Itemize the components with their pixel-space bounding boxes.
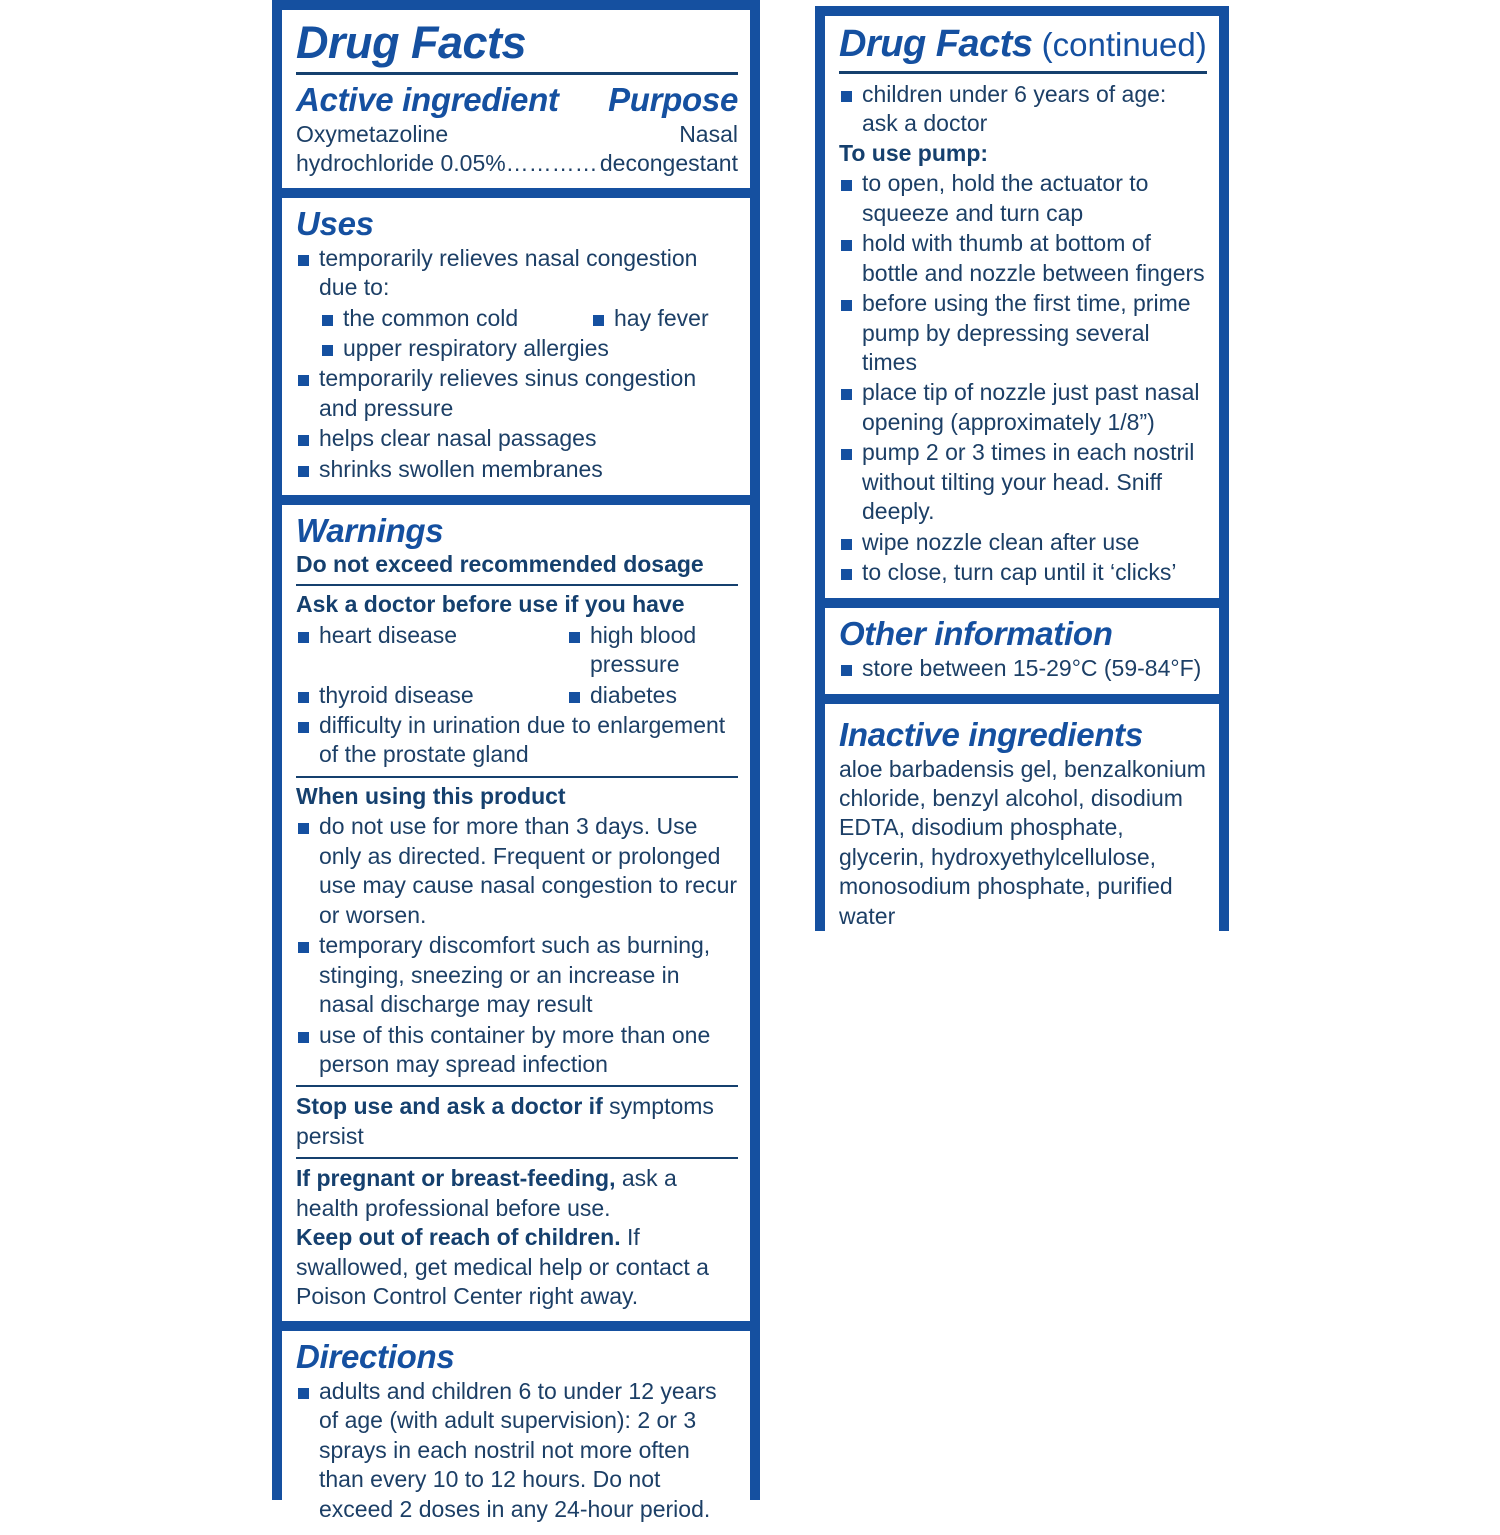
ask-doctor-col-b-2 [567, 681, 715, 710]
list-item: hold with thumb at bottom of bottle and nozzle between fingers [839, 229, 1207, 288]
active-ingredient-name-line1: Oxymetazoline [296, 120, 449, 147]
warnings-divider-1 [296, 584, 738, 586]
section-inactive-ingredients [825, 694, 1219, 941]
list-item: use of this container by more than one person may spread infection [296, 1021, 738, 1080]
list-item: helps clear nasal passages [296, 424, 738, 453]
warnings-heading: Warnings [296, 512, 444, 550]
active-ingredient-headings [296, 81, 738, 119]
title-divider-right [839, 71, 1207, 74]
ask-doctor-col-b-2-label: diabetes [590, 681, 677, 708]
page-title [296, 19, 738, 66]
bullet-icon [593, 315, 604, 326]
ask-doctor-list [296, 621, 738, 770]
section-directions [282, 1321, 750, 1534]
list-item: difficulty in urination due to enlargement of the prostate gland [296, 711, 738, 770]
purpose-heading: Purpose [608, 81, 738, 119]
bullet-icon [569, 632, 580, 643]
to-use-pump-heading: To use pump: [839, 139, 989, 166]
ask-doctor-col-a-2: thyroid disease [319, 681, 474, 708]
keep-out-bold: Keep out of reach of children. [296, 1224, 621, 1251]
uses-sublist [296, 304, 738, 364]
other-information-list [839, 654, 1207, 683]
left-panel-inner [282, 10, 750, 1522]
drug-facts-right-panel [815, 6, 1229, 931]
list-item: place tip of nozzle just past nasal opening (approximately 1/8”) [839, 378, 1207, 437]
other-information-heading: Other information [839, 615, 1113, 653]
list-item: adults and children 6 to under 12 years of age (with adult supervision): 2 or 3 sprays in each nostril not more often than every 10 to 12 hours. Do not exceed 2 doses in any 24-hour period. [296, 1377, 738, 1524]
list-item: temporary discomfort such as burning, stinging, sneezing or an increase in nasal discharge may result [296, 931, 738, 1019]
ask-doctor-row-1 [296, 621, 715, 680]
active-ingredient-name-line2: hydrochloride 0.05%………… [296, 149, 598, 176]
bullet-icon [569, 692, 580, 703]
section-uses [282, 188, 750, 495]
do-not-exceed-text: Do not exceed recommended dosage [296, 550, 704, 577]
list-item: to open, hold the actuator to squeeze and turn cap [839, 169, 1207, 228]
ask-doctor-col-b-1-label: high blood pressure [590, 621, 697, 678]
ask-doctor-row-2 [296, 681, 715, 710]
warnings-divider-2 [296, 776, 738, 778]
keep-out-text [296, 1223, 738, 1311]
stop-use-rest: symptoms persist [296, 1093, 714, 1149]
uses-sub-two-col [320, 304, 715, 333]
list-item: pump 2 or 3 times in each nostril without tilting your head. Sniff deeply. [839, 438, 1207, 526]
stop-use-text [296, 1092, 738, 1151]
stop-use-bold: Stop use and ask a doctor if [296, 1093, 603, 1120]
list-item: store between 15-29°C (59-84°F) [839, 654, 1207, 683]
ask-doctor-col-b-1 [567, 621, 715, 680]
uses-list-rest [296, 364, 738, 484]
directions-list [296, 1377, 738, 1524]
purpose-line2: decongestant [599, 149, 738, 176]
warnings-divider-3 [296, 1085, 738, 1087]
when-using-heading: When using this product [296, 782, 566, 809]
right-panel-inner [825, 16, 1219, 929]
inactive-ingredients-heading: Inactive ingredients [839, 716, 1143, 754]
children-under-6-list [839, 80, 1207, 139]
uses-sub-col-a: the common cold [343, 304, 519, 331]
uses-sub-col-b-label: hay fever [614, 304, 709, 331]
page-title-text: Drug Facts [296, 17, 527, 68]
list-item: children under 6 years of age: ask a doctor [839, 80, 1207, 139]
uses-list [296, 244, 738, 303]
keep-out-rest: If swallowed, get medical help or contact a Poison Control Center right away. [296, 1224, 709, 1310]
uses-sub-col-b [591, 304, 715, 333]
page-title-continued [839, 25, 1207, 65]
when-using-list [296, 812, 738, 1079]
pregnant-text [296, 1164, 738, 1223]
purpose-line1: Nasal [679, 120, 738, 147]
list-item: before using the first time, prime pump by depressing several times [839, 289, 1207, 377]
list-item: wipe nozzle clean after use [839, 528, 1207, 557]
title-divider [296, 72, 738, 75]
warnings-divider-4 [296, 1157, 738, 1159]
active-ingredient-row-1 [296, 120, 738, 149]
inactive-ingredients-text: aloe barbadensis gel, benzalkonium chloride, benzyl alcohol, disodium EDTA, disodium phosphate, glycerin, hydroxyethylcellulose, monosodium phosphate, purified water [839, 755, 1206, 929]
section-directions-continued [825, 16, 1219, 598]
pregnant-rest: ask a health professional before use. [296, 1165, 677, 1221]
list-item: upper respiratory allergies [320, 334, 738, 363]
list-item-row [320, 304, 738, 333]
section-warnings [282, 495, 750, 1321]
section-other-information [825, 598, 1219, 694]
section-active-ingredient [282, 10, 750, 188]
ask-doctor-heading: Ask a doctor before use if you have [296, 591, 685, 618]
drug-facts-left-panel [272, 0, 760, 1522]
active-ingredient-heading: Active ingredient [296, 81, 559, 119]
list-item-row [296, 681, 738, 710]
list-item: temporarily relieves sinus congestion and pressure [296, 364, 738, 423]
list-item: to close, turn cap until it ‘clicks’ [839, 558, 1207, 587]
pregnant-bold: If pregnant or breast-feeding, [296, 1165, 616, 1192]
uses-heading: Uses [296, 205, 374, 243]
list-item: temporarily relieves nasal congestion due to: [296, 244, 738, 303]
page-title-continued-suffix: (continued) [1032, 26, 1207, 63]
list-item: shrinks swollen membranes [296, 455, 738, 484]
active-ingredient-row-2 [296, 149, 738, 178]
directions-heading: Directions [296, 1338, 455, 1376]
pump-instructions-list [839, 169, 1207, 587]
list-item: do not use for more than 3 days. Use only as directed. Frequent or prolonged use may cause nasal congestion to recur or worsen. [296, 812, 738, 930]
page-title-continued-main: Drug Facts [839, 23, 1033, 65]
list-item-row [296, 621, 738, 680]
ask-doctor-col-a-1: heart disease [319, 621, 458, 648]
